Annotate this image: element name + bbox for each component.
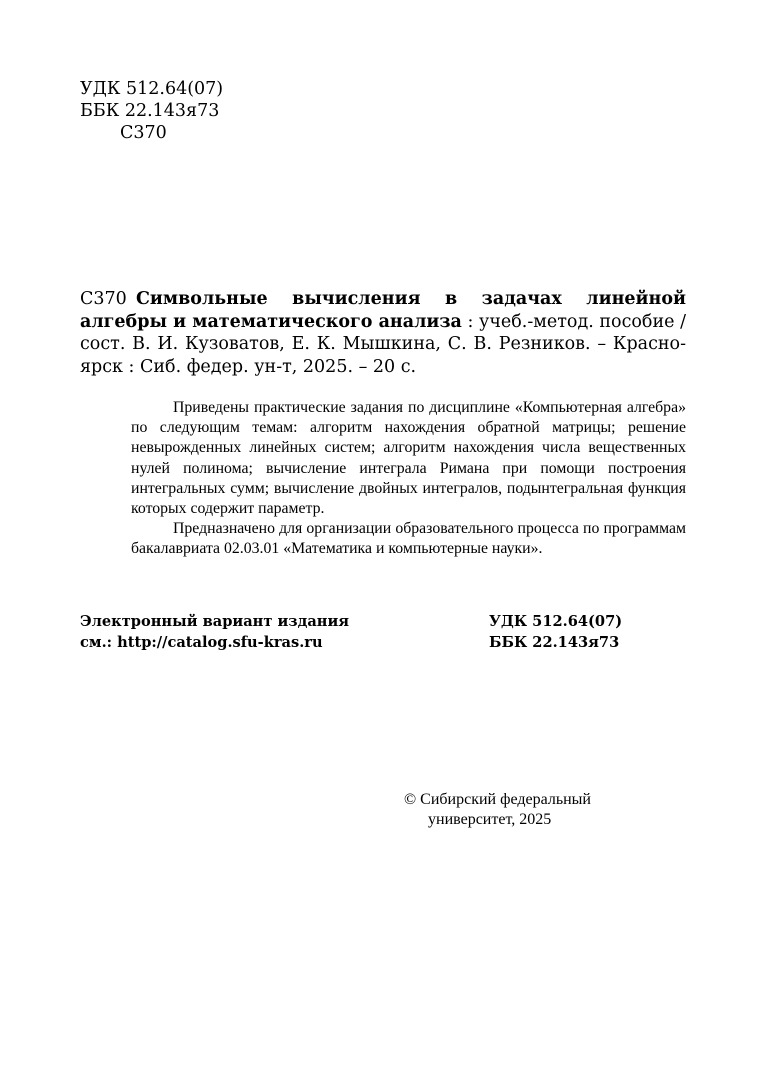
classification-codes-bottom (489, 612, 622, 653)
catalog-link[interactable]: см.: http://catalog.sfu-kras.ru (80, 633, 323, 651)
udk-code: УДК 512.64(07) (80, 79, 224, 99)
bbk-code: ББК 22.143я73 (80, 101, 220, 121)
udk-code: УДК 512.64(07) (489, 613, 623, 630)
annotation-paragraph: Предназначено для организации образовательного процесса по программам бакалавриата 02.03.01 «Математика и компьютерные науки». (131, 520, 686, 558)
electronic-version-note (80, 612, 349, 653)
bbk-code: ББК 22.143я73 (489, 633, 620, 651)
copyright-line: © Сибирский федеральный (404, 791, 591, 808)
author-mark: С370 (120, 123, 167, 143)
copyright-line: университет, 2025 (428, 811, 552, 828)
annotation-paragraph: Приведены практические задания по дисциплине «Компьютерная алгебра» по следующим темам: алгоритм нахождения обратной матрицы; решение невырожденных линейных систем; алгоритм нахождения числа вещественных нулей полинома; вычисление интеграла Римана при помощи построения интегральных сумм; вычисление двойных интегралов, подынтегральная функция которых содержит параметр. (131, 399, 686, 518)
bibliographic-details: : учеб.-метод. пособие / сост. В. И. Кузоватов, Е. К. Мышкина, С. В. Резников. – Красно-ярск : Сиб. федер. ун-т, 2025. – 20 с. (80, 311, 686, 377)
bibliographic-entry (80, 288, 686, 378)
entry-code: С370 (80, 289, 127, 309)
book-title: Символьные вычисления в задачах линейной алгебры и математического анализа (80, 289, 686, 332)
classification-codes (80, 78, 223, 144)
copyright-notice (404, 790, 591, 830)
electronic-version-label: Электронный вариант издания (80, 613, 350, 630)
annotation (131, 398, 686, 560)
